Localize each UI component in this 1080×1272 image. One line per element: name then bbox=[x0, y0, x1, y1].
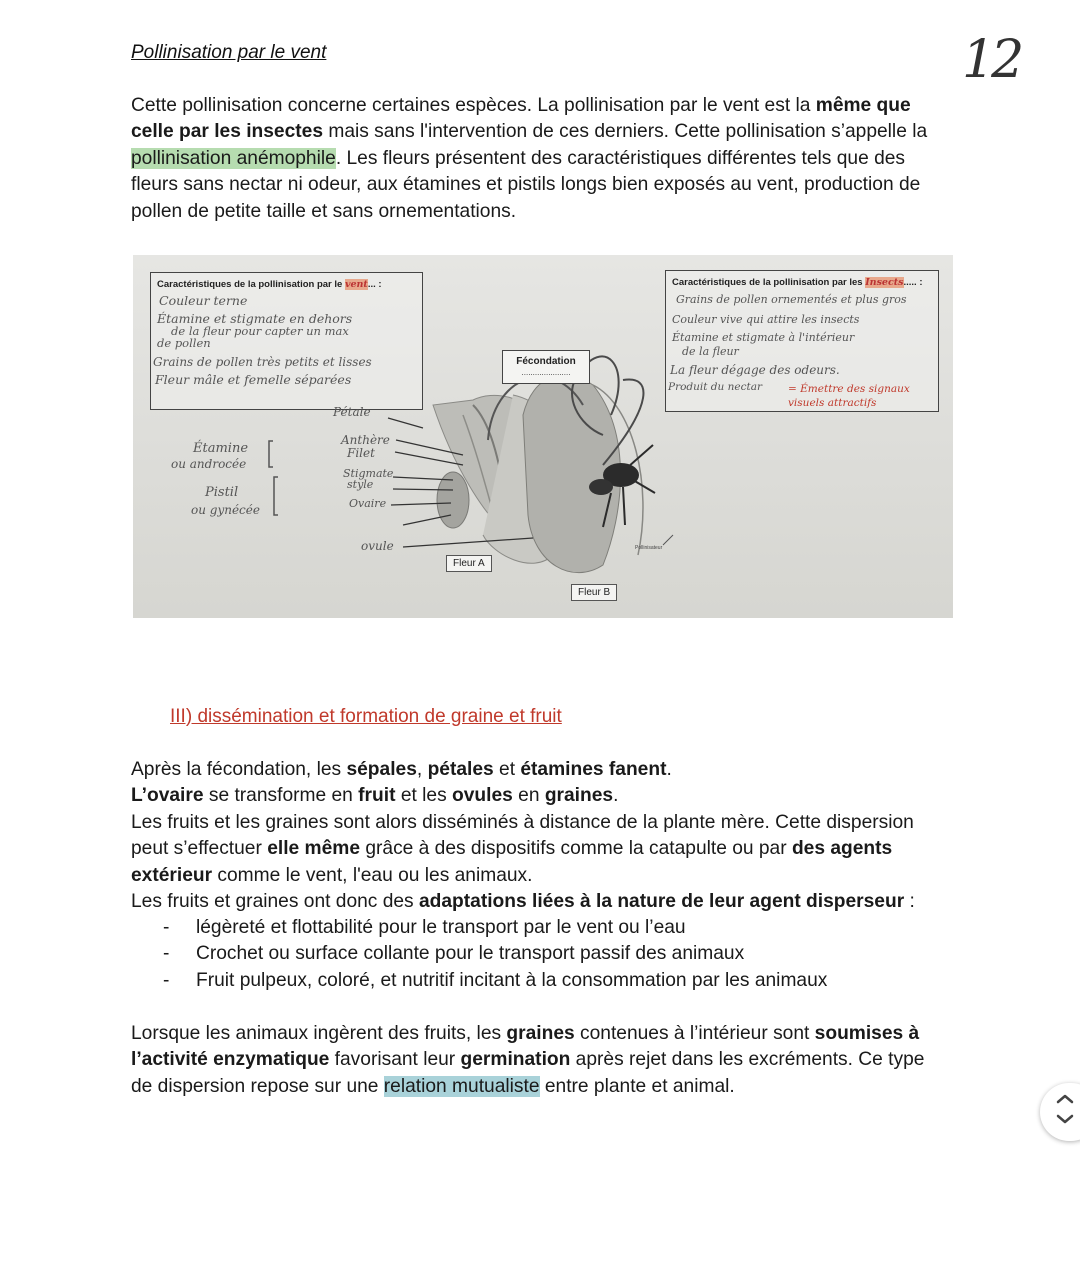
wind-box-line: Couleur terne bbox=[159, 293, 248, 308]
fecondation-label: Fécondation bbox=[516, 356, 576, 367]
paragraph-dissemination: Après la fécondation, les sépales, pétales et étamines fanent. L’ovaire se transforme en fruit et les ovules en graines. Les fruits et les graines sont alors disséminés à distance de la plante mère. Cette dispersion peut s’effectuer elle même grâce à des dispositifs comme la catapulte ou par des agents extérieur comme le vent, l'eau ou les animaux. Les fruits et graines ont donc des adaptations liées à la nature de leur agent disperseur : bbox=[131, 759, 915, 913]
highlight-mutualiste: relation mutualiste bbox=[383, 1075, 540, 1097]
ovary-shape bbox=[437, 472, 469, 528]
insect-box-line: La fleur dégage des odeurs. bbox=[670, 363, 840, 377]
insect-box-line: Produit du nectar bbox=[668, 381, 762, 393]
wind-box-line: de la fleur pour capter un max bbox=[171, 324, 349, 338]
fecondation-dots: ...................... bbox=[521, 368, 571, 377]
wind-box-line: de pollen bbox=[157, 336, 211, 350]
section-title-dissemination: III) dissémination et formation de graine et fruit bbox=[170, 706, 562, 727]
paragraph-mutualism: Lorsque les animaux ingèrent des fruits, les graines contenues à l’intérieur sont soumises à l’activité enzymatique favorisant leur germination après rejet dans les excréments. Ce type de dispersion repose sur une relation mutualiste entre plante et animal. bbox=[131, 1023, 925, 1097]
insect-box-line: Grains de pollen ornementés et plus gros bbox=[676, 293, 907, 306]
label-etamine: Étamine bbox=[193, 441, 249, 456]
label-filet: Filet bbox=[347, 446, 375, 460]
insect-box-line: Étamine et stigmate à l'intérieur bbox=[672, 331, 855, 344]
insect-box-line: de la fleur bbox=[682, 345, 739, 358]
insect-box-title: Caractéristiques de la pollinisation par les Insects..... : bbox=[672, 277, 923, 288]
wind-box-title: Caractéristiques de la pollinisation par le vent... : bbox=[157, 279, 382, 290]
androcee-bracket bbox=[269, 441, 273, 467]
highlight-anemophile: pollinisation anémophile bbox=[131, 147, 336, 169]
label-stigmate: Stigmate bbox=[343, 467, 394, 480]
wind-box-line: Étamine et stigmate en dehors bbox=[157, 311, 353, 326]
insect-box-red-note: visuels attractifs bbox=[788, 397, 877, 409]
label-anthere: Anthère bbox=[341, 433, 390, 447]
fleur-a-tag: Fleur A bbox=[446, 555, 492, 572]
wind-box-line: Grains de pollen très petits et lisses bbox=[153, 355, 372, 369]
adaptation-list bbox=[131, 915, 951, 994]
pollination-diagram bbox=[133, 255, 953, 618]
label-androcee: ou androcée bbox=[171, 457, 247, 471]
chevron-up-icon[interactable] bbox=[1058, 1096, 1072, 1102]
list-item: - Fruit pulpeux, coloré, et nutritif incitant à la consommation par les animaux bbox=[131, 968, 951, 994]
label-pistil: Pistil bbox=[205, 485, 239, 500]
label-style: style bbox=[347, 478, 374, 491]
list-item: - légèreté et flottabilité pour le transport par le vent ou l’eau bbox=[131, 915, 951, 941]
label-pollinisateur: Pollinisateur bbox=[635, 545, 663, 551]
label-ovaire: Ovaire bbox=[349, 497, 387, 510]
section-heading-wind: Pollinisation par le vent bbox=[131, 42, 327, 63]
insect-characteristics-box bbox=[665, 270, 939, 412]
wind-box-line: Fleur mâle et femelle séparées bbox=[155, 372, 352, 387]
gynecee-bracket bbox=[274, 477, 278, 515]
fecondation-box bbox=[502, 350, 590, 384]
insect-box-red-note: = Émettre des signaux bbox=[788, 383, 910, 395]
page-number: 12 bbox=[962, 30, 1021, 90]
label-gynecee: ou gynécée bbox=[191, 503, 260, 517]
wind-characteristics-box bbox=[150, 272, 423, 410]
chevron-down-icon[interactable] bbox=[1058, 1116, 1072, 1122]
label-ovule: ovule bbox=[361, 539, 394, 553]
label-petale: Pétale bbox=[333, 405, 371, 419]
fleur-b-tag: Fleur B bbox=[571, 584, 617, 601]
list-item: - Crochet ou surface collante pour le transport passif des animaux bbox=[131, 941, 951, 967]
insect-box-line: Couleur vive qui attire les insects bbox=[672, 313, 860, 326]
page-navigation bbox=[1040, 1083, 1080, 1141]
paragraph-wind-pollination: Cette pollinisation concerne certaines espèces. La pollinisation par le vent est la même que celle par les insectes mais sans l'intervention de ces derniers. Cette pollinisation s’appelle la pollinisation anémophile. Les fleurs présentent des caractéristiques différentes tels que des fleurs sans nectar ni odeur, aux étamines et pistils longs bien exposés au vent, production de pollen de petite taille et sans ornementations. bbox=[131, 95, 928, 222]
